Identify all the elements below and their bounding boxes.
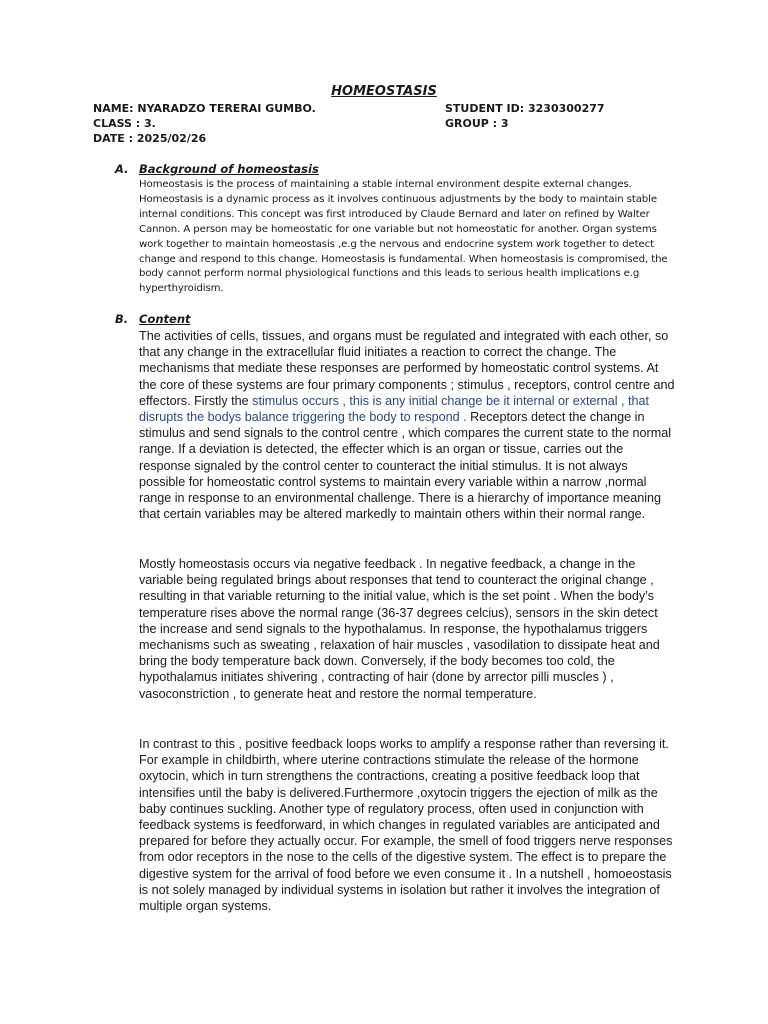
content-paragraph-2: Mostly homeostasis occurs via negative feedback . In negative feedback, a change in the variable being regulated brings about responses that tend to counteract the original change , resulting in that variable returning to the initial value, which is the set point . When the body’s temperature rises above the normal range (36-37 degrees celcius), sensors in the skin detect the increase and send signals to the hypothalamus. In response, the hypothalamus triggers mechanisms such as sweating , relaxation of hair muscles , vasodilation to dissipate heat and bring the body temperature back down. Conversely, if the body becomes too cold, the hypothalamus initiates shivering , contracting of hair (done by arrector pilli muscles ) , vasoconstriction , to generate heat and restore the normal temperature. bbox=[139, 557, 660, 701]
section-a-marker: A. bbox=[115, 162, 129, 176]
content-paragraph-3: In contrast to this , positive feedback loops works to amplify a response rather than reversing it. For example in childbirth, where uterine contractions stimulate the release of the hormone oxytocin, which in turn strengthens the contractions, creating a positive feedback loop that intensifies until the baby is delivered.Furthermore ,oxytocin triggers the ejection of milk as the baby continues suckling. Another type of regulatory process, often used in conjunction with feedback systems is feedforward, in which changes in regulated variables are anticipated and prepared for before they actually occur. For example, the smell of food triggers nerve responses from odor receptors in the nose to the cells of the digestive system. The effect is to prepare the digestive system for the arrival of food before we even consume it . In a nutshell , homoeostasis is not solely managed by individual systems in isolation but rather it involves the integration of multiple organ systems. bbox=[139, 737, 673, 914]
student-id: STUDENT ID: 3230300277 bbox=[445, 102, 605, 115]
section-b-heading: Content bbox=[139, 312, 191, 326]
section-a-paragraph: Homeostasis is the process of maintaining a stable internal environment despite external changes. Homeostasis is a dynamic process as it involves continuous adjustments by the body to maintain stable internal conditions. This concept was first introduced by Claude Bernard and later on refined by Walter Cannon. A person may be homeostatic for one variable but not homeostatic for another. Organ systems work together to maintain homeostasis ,e.g the nervous and endocrine system work together to detect change and respond to this change. Homeostasis is fundamental. When homeostasis is compromised, the body cannot perform normal physiological functions and this leads to serious health implications e.g hyperthyroidism. bbox=[139, 179, 668, 295]
student-group: GROUP : 3 bbox=[445, 117, 509, 130]
student-name: NAME: NYARADZO TERERAI GUMBO. bbox=[93, 102, 316, 115]
section-b-marker: B. bbox=[115, 312, 129, 326]
content-paragraph-1 bbox=[139, 328, 677, 522]
p1-text-start: The activities of cells, tissues, and organs must be regulated and integrated with each other, so that any change in the extracellular fluid initiates a reaction to correct the change. The mechanisms that mediate these responses are performed by homeostatic control systems. At the core of these systems are four primary components ; stimulus , receptors, control centre and effectors. Firstly the bbox=[139, 329, 675, 408]
section-a-heading: Background of homeostasis bbox=[139, 162, 319, 176]
document-title: HOMEOSTASIS bbox=[331, 84, 437, 99]
p1-text-end: Receptors detect the change in stimulus and send signals to the control centre , which compares the current state to the normal range. If a deviation is detected, the effecter which is an organ or tissue, carries out the response signaled by the control center to counteract the initial stimulus. It is not always possible for homeostatic control systems to maintain every variable within a narrow ,normal range in response to an environmental challenge. There is a hierarchy of importance meaning that certain variables may be altered markedly to maintain others within their normal range. bbox=[139, 410, 672, 522]
student-class: CLASS : 3. bbox=[93, 117, 156, 130]
p1-stimulus-highlight: stimulus occurs , this is any initial change be it internal or external , that disrupts the bodys balance triggering the body to respond . bbox=[139, 393, 650, 425]
submission-date: DATE : 2025/02/26 bbox=[93, 132, 207, 145]
